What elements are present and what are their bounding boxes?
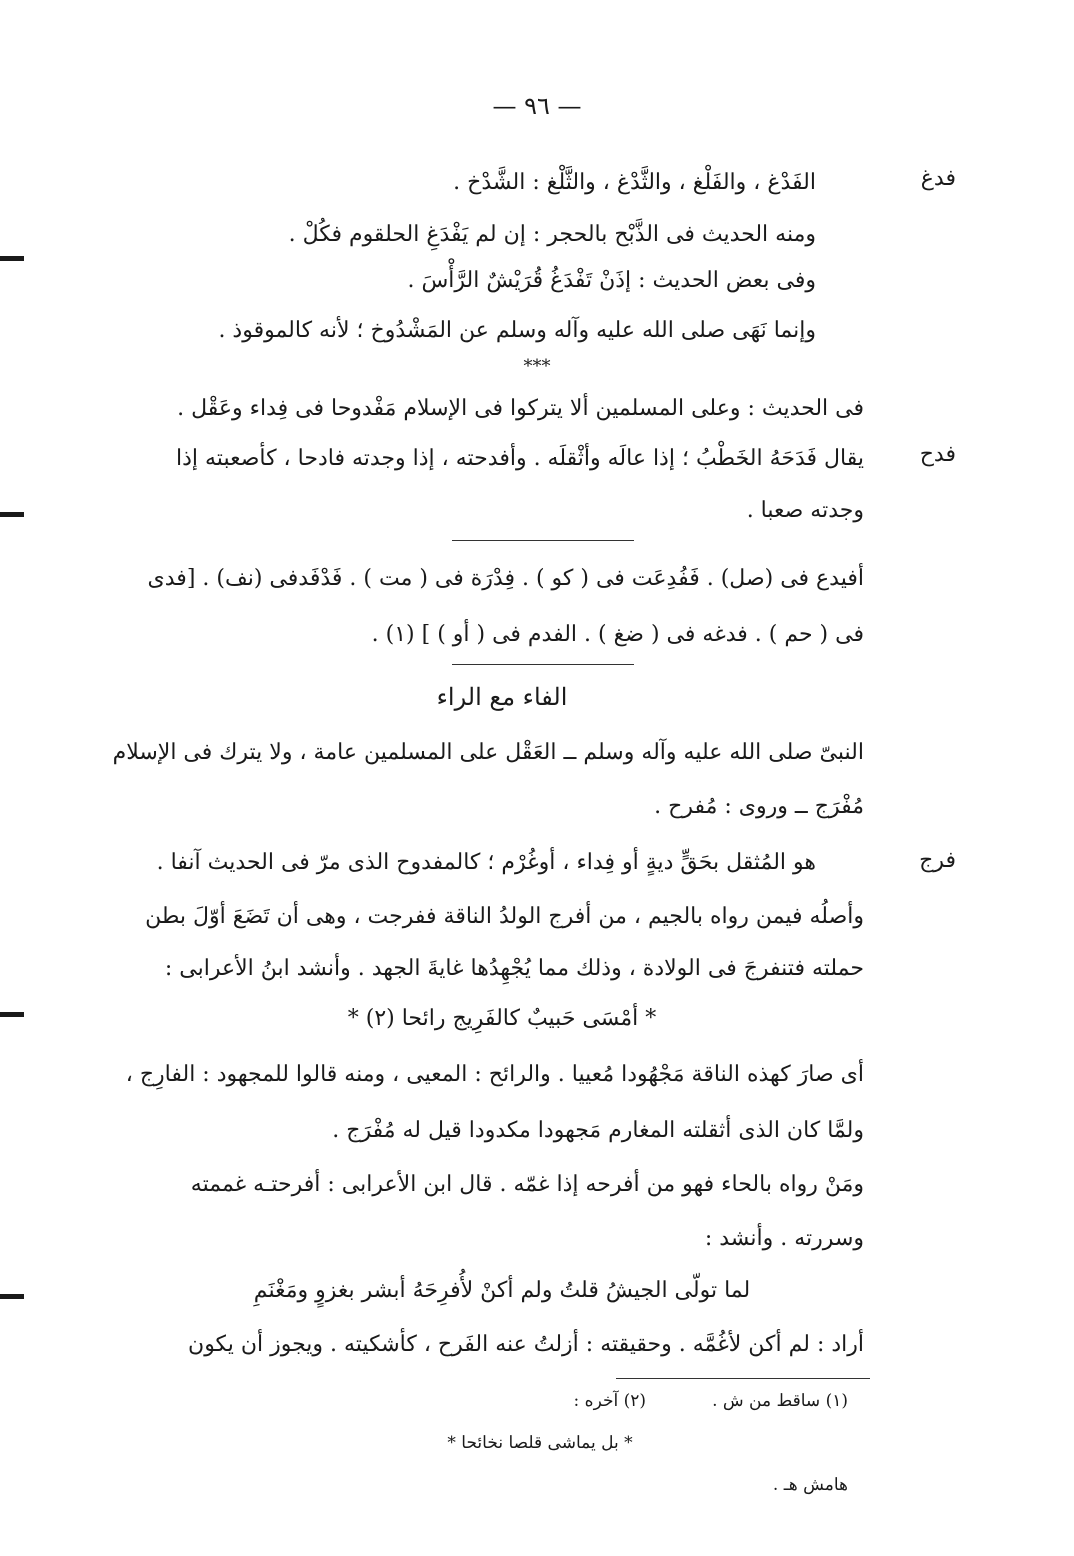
verse-line: لما تولّى الجيشُ قلتُ ولم أكنْ لأُفرِحَهُ أبشر بغزوٍ ومَغْنَمِ	[253, 1278, 751, 1303]
text-line: وفى بعض الحديث : إذَنْ تَفْدَغُ قُرَيْشٌ الرَّأْسَ .	[407, 268, 816, 293]
text-line: يقال فَدَحَهُ الخَطْبُ ؛ إذا عالَه وأثْقلَه . وأفدحته ، إذا وجدته فادحا ، كأصعبته إذا	[176, 446, 864, 471]
scan-edge-mark	[0, 256, 24, 261]
verse-line: * أمْسَى حَبيبٌ كالفَرِيج رائحا (٢) *	[347, 1006, 657, 1031]
text-line: وجدته صعبا .	[746, 498, 864, 523]
scan-edge-mark	[0, 1012, 24, 1017]
crossref-line: أفيدع فى (صل) . فَفُدِعَت فى ( كو ) . فِدْرَة فى ( مت ) . فَدْفَدفى (نف) . [فدى	[147, 566, 864, 591]
headword-fadaha: فدح	[919, 442, 956, 467]
text-line: أى صارَ كهذه الناقة مَجْهُودا مُعييا . والرائح : المعيى ، ومنه قالوا للمجهود : الفارِج ،	[125, 1062, 864, 1087]
text-line: ومنه الحديث فى الذَّبْح بالحجر : إن لم يَفْدَغِ الحلقوم فكُلْ .	[288, 222, 816, 247]
section-stars: ***	[523, 356, 551, 377]
text-line: حملته فتنفرجَ فى الولادة ، وذلك مما يُجْهِدُها غايةَ الجهد . وأنشد ابنُ الأعرابى :	[164, 956, 864, 981]
hadith-line: فى الحديث : وعلى المسلمين ألا يتركوا فى الإسلام مَفْدوحا فى فِداء وعَقْل .	[177, 396, 864, 421]
text-line: هو المُثقل بحَقٍّ ديةٍ أو فِداء ، أوغُرْم ؛ كالمفدوح الذى مرّ فى الحديث آنفا .	[156, 850, 816, 875]
intro-line: مُفْرَج ــ وروى : مُفرح .	[654, 794, 864, 819]
text-line: أراد : لم أكن لأغُمَّه . وحقيقته : أزلتُ عنه الفَرح ، كأشكيته . ويجوز أن يكون	[188, 1332, 864, 1357]
text-line: ولمَّا كان الذى أثقلته المغارم مَجهودا مكدودا قيل له مُفْرَج .	[332, 1118, 864, 1143]
footnote-rule	[616, 1378, 870, 1379]
headword-faraja: فرج	[919, 848, 956, 873]
footnote-2: (٢) آخره :	[573, 1391, 646, 1411]
scan-edge-mark	[0, 512, 24, 517]
text-line: وسررته . وأنشد :	[704, 1226, 864, 1251]
footnote-verse: * بل يماشى قلصا نخائحا *	[447, 1433, 633, 1453]
footnote-1: (١) ساقط من ش .	[712, 1391, 848, 1411]
divider-rule	[452, 664, 634, 665]
intro-line: النبىّ صلى الله عليه وآله وسلم ــ العَقْل على المسلمين عامة ، ولا يترك فى الإسلام	[112, 740, 864, 765]
crossref-line: فى ( حم ) . فدغه فى ( ضغ ) . الفدم فى ( أو ) ] (١) .	[371, 622, 864, 647]
text-line: الفَدْغ ، والفَلْغ ، والثَّدْغ ، والثَّلْغ : الشَّدْخ .	[453, 170, 816, 195]
footnote-source: هامش هـ .	[772, 1475, 848, 1495]
text-line: ومَنْ رواه بالحاء فهو من أفرحه إذا غمّه . قال ابن الأعرابى : أفرحتـه غممته	[190, 1172, 864, 1197]
text-line: وأصلُه فيمن رواه بالجيم ، من أفرج الولدُ الناقة ففرجت ، وهى أن تَضَعَ أوّلَ بطن	[145, 904, 864, 929]
page-number: — ٩٦ —	[492, 92, 582, 120]
divider-rule	[452, 540, 634, 541]
text-line: وإنما نَهَى صلى الله عليه وآله وسلم عن المَشْدُوخ ؛ لأنه كالموقوذ .	[218, 318, 816, 343]
scan-edge-mark	[0, 1294, 24, 1299]
headword-fadagha: فدغ	[920, 166, 956, 191]
section-title: الفاء مع الراء	[436, 683, 568, 711]
